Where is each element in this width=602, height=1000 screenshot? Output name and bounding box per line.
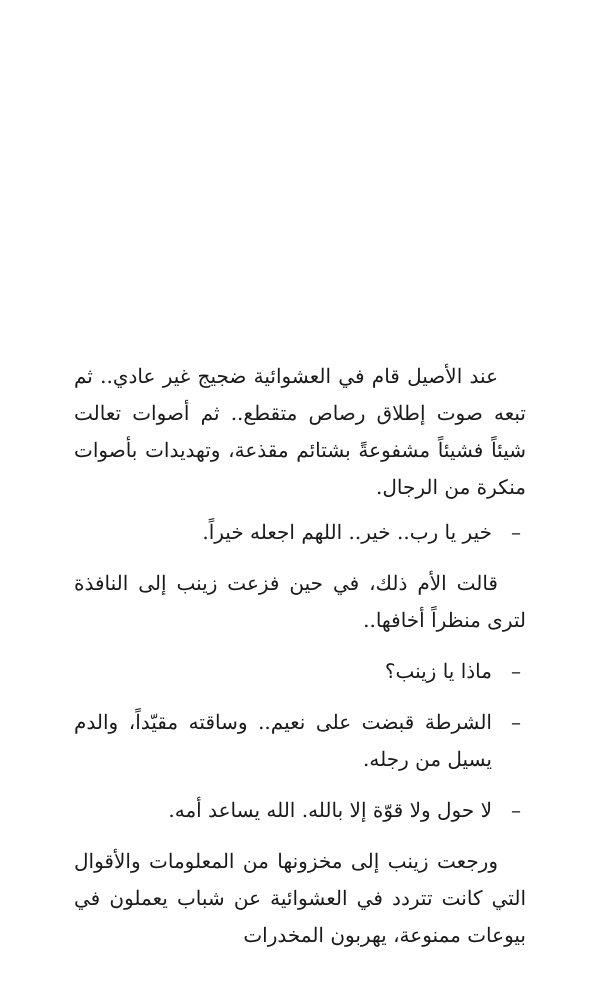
paragraph: قالت الأم ذلك، في حين فزعت زينب إلى النافذة لترى منظراً أخافها.. — [74, 571, 526, 632]
dialogue-line — [74, 792, 526, 829]
dialogue-text: ماذا يا زينب؟ — [384, 659, 492, 683]
dialogue-text: لا حول ولا قوّة إلا بالله. الله يساعد أمه. — [168, 798, 492, 822]
dialogue-dash: – — [511, 798, 521, 822]
paragraph: ورجعت زينب إلى مخزونها من المعلومات والأقوال التي كانت تتردد في العشوائية عن شباب يعملون في بيوعات ممنوعة، يهربون المخدرات — [74, 849, 526, 947]
page-body — [74, 358, 526, 954]
dialogue-dash: – — [511, 520, 521, 544]
dialogue-line — [74, 704, 526, 778]
dialogue-line — [74, 653, 526, 690]
dialogue-dash: – — [511, 659, 521, 683]
dialogue-text: خير يا رب.. خير.. اللهم اجعله خيراً. — [202, 520, 492, 544]
dialogue-dash: – — [511, 710, 521, 734]
paragraph: عند الأصيل قام في العشوائية ضجيج غير عادي.. ثم تبعه صوت إطلاق رصاص متقطع.. ثم أصوات تعالت شيئاً فشيئاً مشفوعةً بشتائم مقذعة، وتهديدات بأصوات منكرة من الرجال. — [74, 364, 526, 499]
dialogue-text: الشرطة قبضت على نعيم.. وساقته مقيّداً، والدم يسيل من رجله. — [74, 710, 492, 771]
dialogue-line — [74, 514, 526, 551]
